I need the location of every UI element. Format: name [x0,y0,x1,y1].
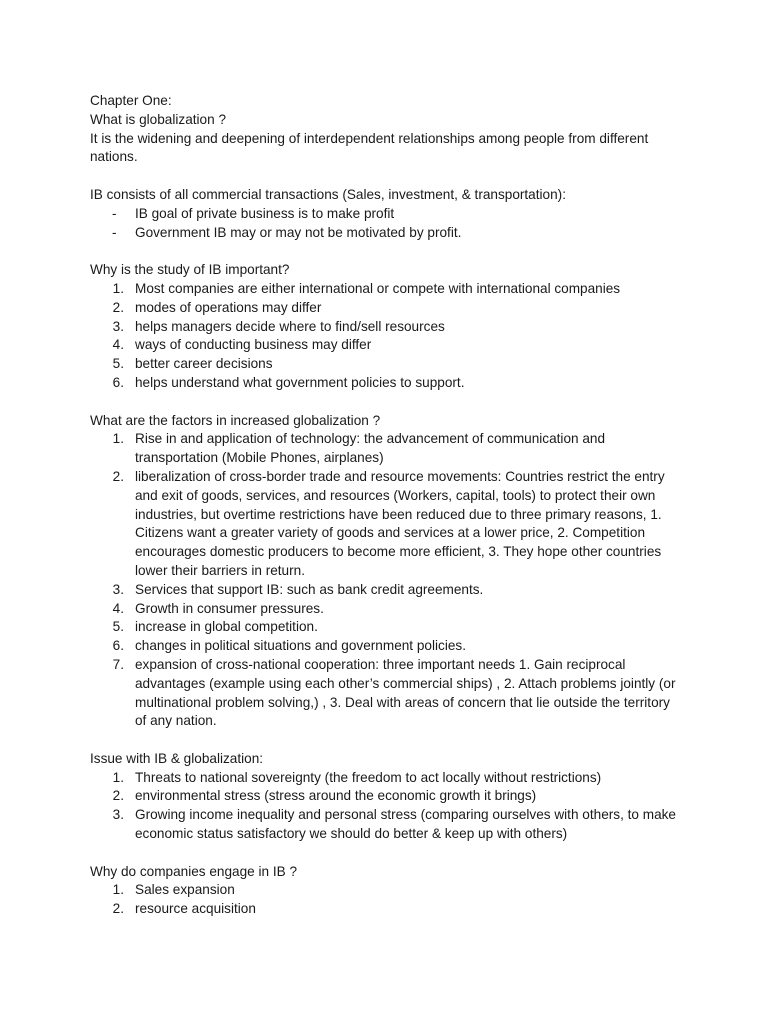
list-item: 6. helps understand what government policies to support. [112,374,465,390]
list-item: 7. expansion of cross-national cooperation: three important needs 1. Gain reciprocal advantages (example using each other’s commercial ships) , 2. Attach problems jointly (or multinational problem solving,) , 3. Deal with areas of concern that lie outside the territory of any nation. [112,656,676,729]
list-item: 2. modes of operations may differ [112,299,322,315]
why-study-section [90,261,678,393]
list-item: 1. Rise in and application of technology: the advancement of communication and transportation (Mobile Phones, airplanes) [112,431,606,466]
factors-list [90,430,678,731]
factors-heading: What are the factors in increased globalization ? [90,412,381,428]
list-item: 2. environmental stress (stress around the economic growth it brings) [112,788,537,804]
ib-intro: IB consists of all commercial transactions (Sales, investment, & transportation): [90,186,566,202]
list-item: 6. changes in political situations and government policies. [112,638,466,654]
list-item: 1. Sales expansion [112,882,235,898]
ib-bullet-list [90,205,678,243]
list-item: 1. Threats to national sovereignty (the freedom to act locally without restrictions) [112,769,602,785]
why-engage-section [90,863,678,919]
list-item: - Government IB may or may not be motivated by profit. [112,224,462,240]
list-item: 2. liberalization of cross-border trade and resource movements: Countries restrict the entry and exit of goods, services, and resources (Workers, capital, tools) to protect their own industries, but overtime restrictions have been reduced due to three primary reasons, 1. Citizens want a greater variety of goods and services at a lower price, 2. Competition encourages domestic producers to become more efficient, 3. They hope other countries lower their barriers in return. [112,468,665,578]
answer-globalization: It is the widening and deepening of interdependent relationships among people from different nations. [90,130,649,165]
globalization-definition-section [90,92,678,167]
list-item: 4. Growth in consumer pressures. [112,600,324,616]
list-item: 2. resource acquisition [112,901,256,917]
chapter-title: Chapter One: [90,93,172,108]
issues-section [90,750,678,844]
list-item: 3. Growing income inequality and personal stress (comparing ourselves with others, to make economic status satisfactory we should do better & keep up with others) [112,807,676,842]
list-item: 3. helps managers decide where to find/sell resources [112,318,445,334]
ib-consists-section [90,186,678,242]
why-engage-list [90,881,678,919]
list-item: 5. better career decisions [112,356,273,372]
list-item: 1. Most companies are either international or compete with international companies [112,280,621,296]
list-item: - IB goal of private business is to make profit [112,205,395,221]
why-engage-heading: Why do companies engage in IB ? [90,863,298,879]
why-study-list [90,280,678,393]
question-what-is-globalization: What is globalization ? [90,111,227,127]
list-item: 5. increase in global competition. [112,619,318,635]
issues-heading: Issue with IB & globalization: [90,750,264,766]
factors-section [90,412,678,732]
why-study-heading: Why is the study of IB important? [90,262,290,278]
list-item: 3. Services that support IB: such as bank credit agreements. [112,581,484,597]
list-item: 4. ways of conducting business may differ [112,337,372,353]
issues-list [90,769,678,844]
